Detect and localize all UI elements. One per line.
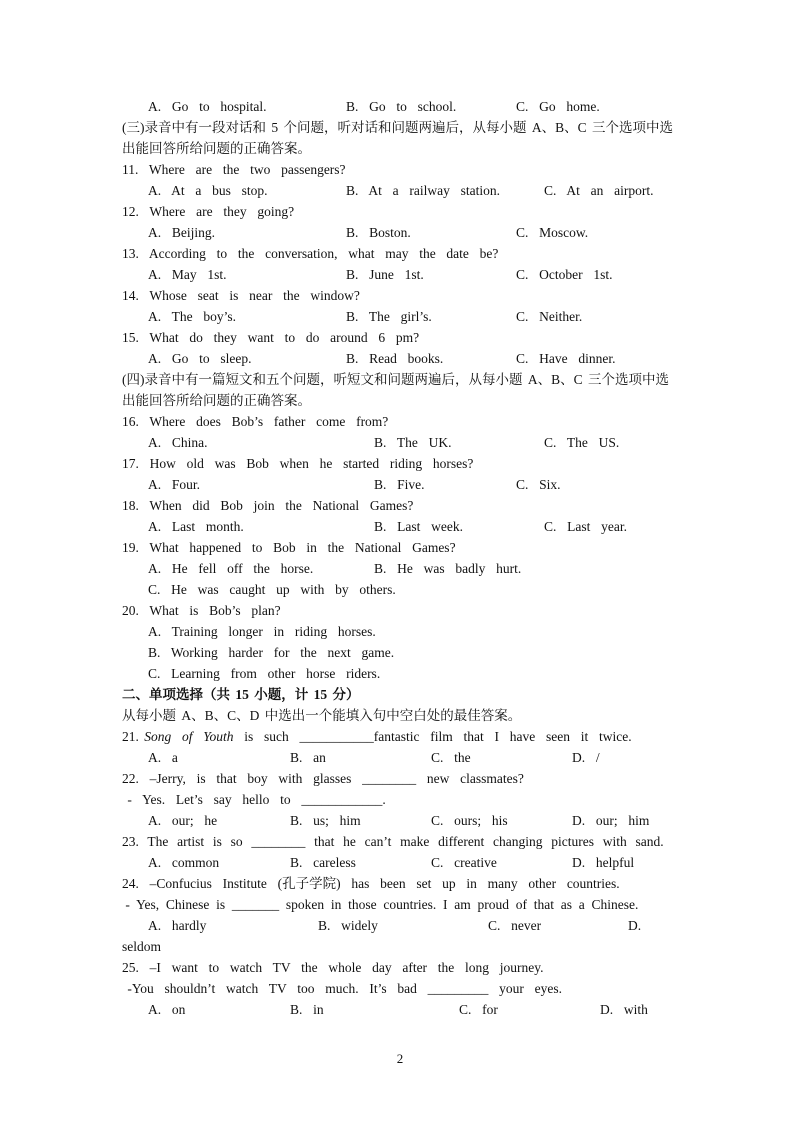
q13-option-a: A. May 1st. bbox=[148, 267, 227, 282]
q21-option-a: A. a bbox=[148, 750, 178, 765]
q18-option-b: B. Last week. bbox=[374, 519, 463, 534]
q14-option-a: A. The boy’s. bbox=[148, 309, 236, 324]
q19-stem: 19. What happened to Bob in the National Games? bbox=[122, 540, 456, 555]
q25-option-a: A. on bbox=[148, 1002, 186, 1017]
q19-option-b: B. He was badly hurt. bbox=[374, 561, 522, 576]
q22-line2: - Yes. Let’s say hello to ____________. bbox=[122, 792, 386, 807]
q21-option-b: B. an bbox=[290, 750, 326, 765]
q22-option-b: B. us; him bbox=[290, 813, 361, 828]
q10-option-c: C. Go home. bbox=[516, 99, 600, 114]
q15-option-a: A. Go to sleep. bbox=[148, 351, 252, 366]
q20-option-c: C. Learning from other horse riders. bbox=[148, 666, 381, 681]
q20-option-a: A. Training longer in riding horses. bbox=[148, 624, 376, 639]
q22-option-d: D. our; him bbox=[572, 813, 650, 828]
q24-option-d: D. bbox=[628, 918, 642, 933]
q17-stem: 17. How old was Bob when he started riding horses? bbox=[122, 456, 474, 471]
q17-option-b: B. Five. bbox=[374, 477, 425, 492]
part2-heading: 二、单项选择（共 15 小题，计 15 分） bbox=[122, 687, 360, 702]
q11-stem: 11. Where are the two passengers? bbox=[122, 162, 346, 177]
q12-option-b: B. Boston. bbox=[346, 225, 411, 240]
q20-option-b: B. Working harder for the next game. bbox=[148, 645, 395, 660]
q17-option-c: C. Six. bbox=[516, 477, 561, 492]
part2-instruction: 从每小题 A、B、C、D 中选出一个能填入句中空白处的最佳答案。 bbox=[122, 708, 522, 723]
q23-option-d: D. helpful bbox=[572, 855, 635, 870]
q23-option-c: C. creative bbox=[431, 855, 497, 870]
q24-option-c: C. never bbox=[488, 918, 542, 933]
q12-stem: 12. Where are they going? bbox=[122, 204, 295, 219]
q14-option-c: C. Neither. bbox=[516, 309, 583, 324]
section3-instruction-line2: 出能回答所给问题的正确答案。 bbox=[122, 141, 311, 156]
q18-option-c: C. Last year. bbox=[544, 519, 627, 534]
q19-option-a: A. He fell off the horse. bbox=[148, 561, 314, 576]
q24-line2: - Yes, Chinese is _______ spoken in those countries. I am proud of that as a Chinese. bbox=[122, 897, 639, 912]
q23-option-b: B. careless bbox=[290, 855, 356, 870]
q25-option-b: B. in bbox=[290, 1002, 324, 1017]
q16-option-b: B. The UK. bbox=[374, 435, 452, 450]
q16-stem: 16. Where does Bob’s father come from? bbox=[122, 414, 389, 429]
q23-stem: 23. The artist is so ________ that he can’t make different changing pictures with sand. bbox=[122, 834, 664, 849]
q21-stem bbox=[122, 727, 632, 747]
q11-option-a: A. At a bus stop. bbox=[148, 183, 268, 198]
q14-stem: 14. Whose seat is near the window? bbox=[122, 288, 360, 303]
q24-option-b: B. widely bbox=[318, 918, 378, 933]
q18-option-a: A. Last month. bbox=[148, 519, 244, 534]
q16-option-c: C. The US. bbox=[544, 435, 620, 450]
q17-option-a: A. Four. bbox=[148, 477, 201, 492]
q19-option-c: C. He was caught up with by others. bbox=[148, 582, 396, 597]
q21-option-c: C. the bbox=[431, 750, 471, 765]
q21-option-d: D. / bbox=[572, 750, 600, 765]
q24-line1: 24. –Confucius Institute (孔子学院) has been set up in many other countries. bbox=[122, 876, 620, 891]
q16-option-a: A. China. bbox=[148, 435, 208, 450]
q20-stem: 20. What is Bob’s plan? bbox=[122, 603, 281, 618]
q22-option-a: A. our; he bbox=[148, 813, 218, 828]
q12-option-c: C. Moscow. bbox=[516, 225, 589, 240]
q10-option-b: B. Go to school. bbox=[346, 99, 457, 114]
section4-instruction-line2: 出能回答所给问题的正确答案。 bbox=[122, 393, 311, 408]
q24-option-d-wrap: seldom bbox=[122, 939, 161, 954]
q10-option-a: A. Go to hospital. bbox=[148, 99, 267, 114]
q15-option-c: C. Have dinner. bbox=[516, 351, 616, 366]
q22-line1: 22. –Jerry, is that boy with glasses ________ new classmates? bbox=[122, 771, 524, 786]
q21-stem-rest: is such ___________fantastic film that I have seen it twice. bbox=[233, 729, 632, 744]
q11-option-b: B. At a railway station. bbox=[346, 183, 500, 198]
q25-line1: 25. –I want to watch TV the whole day after the long journey. bbox=[122, 960, 544, 975]
q23-option-a: A. common bbox=[148, 855, 220, 870]
section3-instruction-line1: (三)录音中有一段对话和 5 个问题，听对话和问题两遍后，从每小题 A、B、C 三个选项中选 bbox=[122, 120, 673, 135]
page-number: 2 bbox=[396, 1051, 404, 1066]
section4-instruction-line1: (四)录音中有一篇短文和五个问题，听短文和问题两遍后，从每小题 A、B、C 三个选项中选 bbox=[122, 372, 669, 387]
q25-option-c: C. for bbox=[459, 1002, 498, 1017]
q25-line2: -You shouldn’t watch TV too much. It’s bad _________ your eyes. bbox=[122, 981, 562, 996]
q18-stem: 18. When did Bob join the National Games? bbox=[122, 498, 414, 513]
q15-option-b: B. Read books. bbox=[346, 351, 444, 366]
q11-option-c: C. At an airport. bbox=[544, 183, 654, 198]
q13-stem: 13. According to the conversation, what may the date be? bbox=[122, 246, 499, 261]
q21-title: Song of Youth bbox=[144, 729, 234, 744]
q13-option-c: C. October 1st. bbox=[516, 267, 613, 282]
q13-option-b: B. June 1st. bbox=[346, 267, 424, 282]
q24-option-a: A. hardly bbox=[148, 918, 207, 933]
q21-number: 21. bbox=[122, 729, 139, 744]
q14-option-b: B. The girl’s. bbox=[346, 309, 432, 324]
q22-option-c: C. ours; his bbox=[431, 813, 508, 828]
q25-option-d: D. with bbox=[600, 1002, 648, 1017]
q15-stem: 15. What do they want to do around 6 pm? bbox=[122, 330, 420, 345]
q12-option-a: A. Beijing. bbox=[148, 225, 215, 240]
